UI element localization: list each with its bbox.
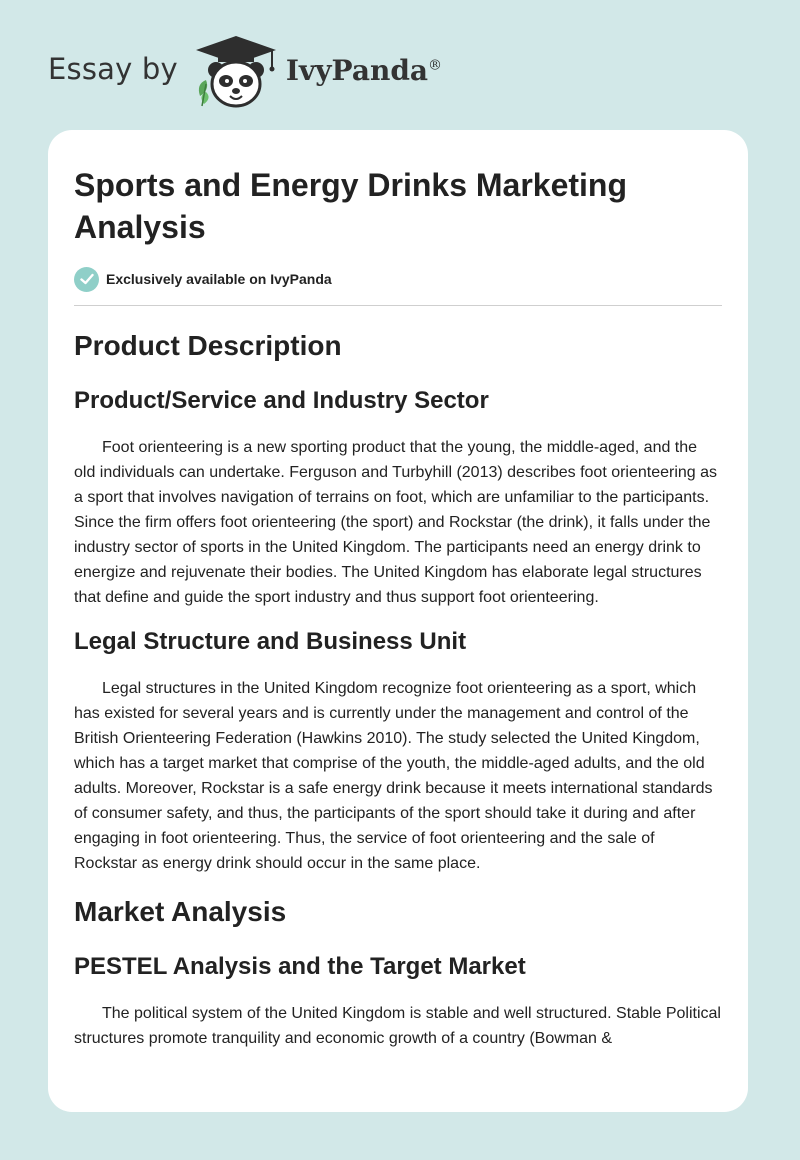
exclusive-badge xyxy=(74,266,722,292)
article-title: Sports and Energy Drinks Marketing Analysis xyxy=(74,167,628,245)
exclusive-text: Exclusively available on IvyPanda xyxy=(106,271,332,287)
subsection-heading-legal-structure: Legal Structure and Business Unit xyxy=(74,628,467,655)
section-heading-market-analysis: Market Analysis xyxy=(74,896,287,927)
divider xyxy=(74,305,722,306)
site-header xyxy=(48,34,442,110)
paragraph-pestel: The political system of the United Kingdom is stable and well structured. Stable Political structures promote tranquility and economic growth of a country (Bowman & xyxy=(74,1005,721,1047)
panda-graduate-icon[interactable] xyxy=(194,34,278,110)
check-circle-icon xyxy=(74,267,99,292)
brand-name[interactable]: IvyPanda® xyxy=(285,53,443,87)
subsection-heading-product-service: Product/Service and Industry Sector xyxy=(74,387,489,414)
essay-by-label: Essay by xyxy=(48,52,178,86)
article-content xyxy=(74,164,722,1051)
paragraph-product-service: Foot orienteering is a new sporting product that the young, the middle-aged, and the old individuals can undertake. Ferguson and Turbyhill (2013) describes foot orienteering as a sport that involves navigation of terrains on foot, which are unfamiliar to the participants. Since the firm offers foot orienteering (the sport) and Rockstar (the drink), it falls under the industry sector of sports in the United Kingdom. The participants need an energy drink to energize and rejuvenate their bodies. The United Kingdom has elaborate legal structures that define and guide the sport industry and thus support foot orienteering. xyxy=(74,439,718,606)
subsection-heading-pestel: PESTEL Analysis and the Target Market xyxy=(74,953,526,980)
registered-mark: ® xyxy=(428,57,443,74)
article-card xyxy=(48,130,748,1112)
section-heading-product-description: Product Description xyxy=(74,330,342,361)
paragraph-legal-structure: Legal structures in the United Kingdom recognize foot orienteering as a sport, which has existed for several years and is currently under the management and control of the British Orienteering Federation (Hawkins 2010). The study selected the United Kingdom, which has a target market that comprise of the youth, the middle-aged adults, and the old adults. Moreover, Rockstar is a safe energy drink because it meets international standards of consumer safety, and thus, the participants of the sport should take it during and after engaging in foot orienteering. Thus, the service of foot orienteering and the sale of Rockstar as energy drink should occur in the same place. xyxy=(74,680,713,872)
